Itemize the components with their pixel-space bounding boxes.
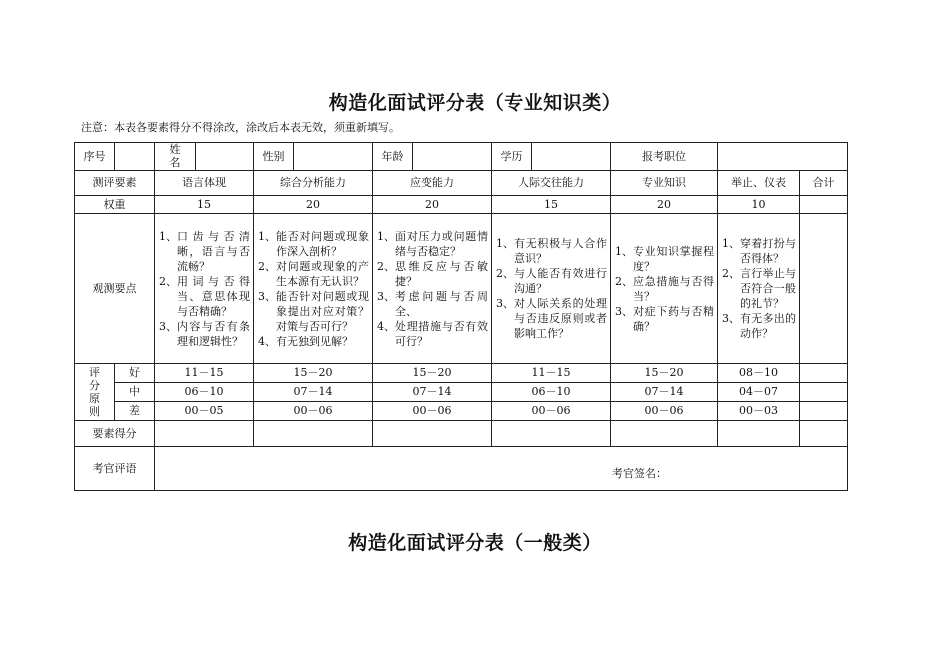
point-number: 3、 bbox=[258, 289, 276, 303]
range-cell: 15－20 bbox=[254, 364, 373, 383]
weight-value: 15 bbox=[492, 196, 611, 214]
observation-point bbox=[722, 311, 796, 341]
element-score-field[interactable] bbox=[155, 421, 254, 447]
range-cell: 06－10 bbox=[155, 383, 254, 402]
weight-value: 15 bbox=[155, 196, 254, 214]
element-score-field[interactable] bbox=[718, 421, 800, 447]
range-cell: 00－03 bbox=[718, 402, 800, 421]
point-number: 2、 bbox=[496, 267, 514, 280]
range-total bbox=[800, 402, 848, 421]
observation-point bbox=[496, 296, 607, 341]
range-cell: 00－06 bbox=[373, 402, 492, 421]
point-text: 专业知识掌握程度？ bbox=[633, 244, 714, 273]
point-number: 2、 bbox=[615, 274, 633, 288]
range-cell: 15－20 bbox=[373, 364, 492, 383]
header-row bbox=[75, 143, 848, 171]
range-total bbox=[800, 383, 848, 402]
criteria-analysis: 综合分析能力 bbox=[254, 171, 373, 196]
observation-row bbox=[75, 214, 848, 364]
observation-point-list bbox=[611, 244, 717, 334]
weight-label: 权重 bbox=[75, 196, 155, 214]
examiner-comment-field[interactable] bbox=[155, 447, 848, 491]
position-label: 报考职位 bbox=[611, 143, 718, 171]
weight-value: 10 bbox=[718, 196, 800, 214]
range-cell: 11－15 bbox=[492, 364, 611, 383]
point-text: 考虑问题与否周全、 bbox=[395, 289, 488, 318]
scoring-label: 评分原则 bbox=[75, 364, 115, 421]
weight-value: 20 bbox=[254, 196, 373, 214]
name-field[interactable] bbox=[196, 143, 254, 171]
point-text: 对问题或现象的产生本源有无认识？ bbox=[276, 259, 369, 288]
point-text: 有无独到见解？ bbox=[276, 334, 353, 348]
scoring-table bbox=[74, 142, 848, 491]
point-text: 有无积极与人合作意识？ bbox=[514, 237, 607, 265]
grade-medium: 中 bbox=[115, 383, 155, 402]
range-cell: 07－14 bbox=[373, 383, 492, 402]
element-score-field[interactable] bbox=[611, 421, 718, 447]
point-number: 3、 bbox=[722, 312, 740, 325]
grade-poor: 差 bbox=[115, 402, 155, 421]
total-score-field[interactable] bbox=[800, 421, 848, 447]
point-text: 面对压力或问题情绪与否稳定？ bbox=[395, 229, 488, 258]
point-text: 对症下药与否精确？ bbox=[633, 304, 714, 333]
gender-label: 性别 bbox=[254, 143, 294, 171]
range-cell: 08－10 bbox=[718, 364, 800, 383]
range-cell: 00－06 bbox=[492, 402, 611, 421]
criteria-interpersonal: 人际交往能力 bbox=[492, 171, 611, 196]
observation-point bbox=[159, 229, 250, 274]
observation-point bbox=[258, 334, 369, 349]
element-score-label: 要素得分 bbox=[75, 421, 155, 447]
observation-point bbox=[377, 259, 488, 289]
range-cell: 00－06 bbox=[254, 402, 373, 421]
observation-point bbox=[377, 289, 488, 319]
observation-point bbox=[496, 266, 607, 296]
point-number: 2、 bbox=[722, 267, 740, 280]
criteria-manner: 举止、仪表 bbox=[718, 171, 800, 196]
grade-good: 好 bbox=[115, 364, 155, 383]
criteria-row bbox=[75, 171, 848, 196]
age-label: 年龄 bbox=[373, 143, 413, 171]
range-cell: 11－15 bbox=[155, 364, 254, 383]
criteria-adaptability: 应变能力 bbox=[373, 171, 492, 196]
range-cell: 04－07 bbox=[718, 383, 800, 402]
education-label: 学历 bbox=[492, 143, 532, 171]
examiner-signature-label: 考官签名： bbox=[612, 466, 667, 480]
observation-point bbox=[496, 236, 607, 266]
point-number: 1、 bbox=[377, 229, 395, 243]
criteria-professional: 专业知识 bbox=[611, 171, 718, 196]
range-cell: 07－14 bbox=[254, 383, 373, 402]
range-cell: 00－05 bbox=[155, 402, 254, 421]
point-text: 能否对问题或现象作深入剖析？ bbox=[276, 229, 369, 258]
observation-point bbox=[377, 319, 488, 349]
form-note: 注意：本表各要素得分不得涂改，涂改后本表无效，须重新填写。 bbox=[81, 121, 400, 134]
observation-point bbox=[722, 266, 796, 311]
element-score-field[interactable] bbox=[373, 421, 492, 447]
observation-point bbox=[159, 319, 250, 349]
age-field[interactable] bbox=[413, 143, 492, 171]
observation-points-language bbox=[155, 214, 254, 364]
point-text: 处理措施与否有效可行？ bbox=[395, 319, 488, 348]
observation-point bbox=[258, 259, 369, 289]
point-number: 4、 bbox=[377, 319, 395, 333]
observation-points-interpersonal bbox=[492, 214, 611, 364]
weight-row bbox=[75, 196, 848, 214]
point-number: 1、 bbox=[159, 229, 177, 243]
observation-point-list bbox=[254, 229, 372, 349]
point-number: 1、 bbox=[496, 237, 514, 250]
range-cell: 07－14 bbox=[611, 383, 718, 402]
point-text: 能否针对问题或现象提出对应对策？对策与否可行？ bbox=[276, 289, 369, 333]
observation-point bbox=[615, 244, 714, 274]
point-number: 1、 bbox=[258, 229, 276, 243]
weight-value: 20 bbox=[373, 196, 492, 214]
observation-points-manner bbox=[718, 214, 800, 364]
weight-total bbox=[800, 196, 848, 214]
point-text: 思维反应与否敏捷？ bbox=[395, 259, 488, 288]
criteria-language: 语言体现 bbox=[155, 171, 254, 196]
observation-point bbox=[258, 289, 369, 334]
observation-point-list bbox=[492, 236, 610, 341]
point-text: 与人能否有效进行沟通？ bbox=[514, 267, 607, 295]
gender-field[interactable] bbox=[294, 143, 373, 171]
point-text: 内容与否有条理和逻辑性？ bbox=[177, 319, 250, 348]
scoring-row-poor bbox=[75, 402, 848, 421]
observation-point bbox=[722, 236, 796, 266]
point-number: 1、 bbox=[722, 237, 740, 250]
point-number: 3、 bbox=[615, 304, 633, 318]
observation-label: 观测要点 bbox=[75, 214, 155, 364]
point-number: 4、 bbox=[258, 334, 276, 348]
weight-value: 20 bbox=[611, 196, 718, 214]
observation-point-list bbox=[718, 236, 799, 341]
second-form-title: 构造化面试评分表（一般类） bbox=[348, 532, 602, 554]
position-field[interactable] bbox=[718, 143, 848, 171]
observation-point bbox=[258, 229, 369, 259]
scoring-row-good bbox=[75, 364, 848, 383]
observation-point bbox=[159, 274, 250, 319]
examiner-comment-label: 考官评语 bbox=[75, 447, 155, 491]
observation-point-list bbox=[373, 229, 491, 349]
observation-point-list bbox=[155, 229, 253, 349]
observation-point bbox=[615, 274, 714, 304]
seq-label: 序号 bbox=[75, 143, 115, 171]
range-cell: 15－20 bbox=[611, 364, 718, 383]
form-title: 构造化面试评分表（专业知识类） bbox=[328, 92, 622, 114]
element-score-field[interactable] bbox=[254, 421, 373, 447]
point-number: 2、 bbox=[159, 274, 177, 288]
name-label: 姓名 bbox=[155, 143, 196, 171]
range-cell: 06－10 bbox=[492, 383, 611, 402]
examiner-comment-row bbox=[75, 447, 848, 491]
point-number: 1、 bbox=[615, 244, 633, 258]
point-text: 言行举止与否符合一般的礼节？ bbox=[740, 267, 796, 310]
point-text: 口齿与否清晰，语言与否流畅？ bbox=[177, 229, 250, 273]
element-score-field[interactable] bbox=[492, 421, 611, 447]
education-field[interactable] bbox=[532, 143, 611, 171]
observation-point bbox=[615, 304, 714, 334]
point-text: 对人际关系的处理与否违反原则或者影响工作？ bbox=[514, 297, 607, 340]
observation-point bbox=[377, 229, 488, 259]
point-number: 3、 bbox=[496, 297, 514, 310]
observation-total bbox=[800, 214, 848, 364]
range-total bbox=[800, 364, 848, 383]
point-text: 有无多出的动作？ bbox=[740, 312, 796, 340]
criteria-total: 合计 bbox=[800, 171, 848, 196]
seq-field[interactable] bbox=[115, 143, 155, 171]
element-score-row bbox=[75, 421, 848, 447]
point-number: 2、 bbox=[377, 259, 395, 273]
observation-points-professional bbox=[611, 214, 718, 364]
point-number: 3、 bbox=[159, 319, 177, 333]
range-cell: 00－06 bbox=[611, 402, 718, 421]
criteria-label: 测评要素 bbox=[75, 171, 155, 196]
observation-points-adaptability bbox=[373, 214, 492, 364]
point-number: 2、 bbox=[258, 259, 276, 273]
scoring-row-medium bbox=[75, 383, 848, 402]
observation-points-analysis bbox=[254, 214, 373, 364]
point-number: 3、 bbox=[377, 289, 395, 303]
point-text: 用词与否得当、意思体现与否精确？ bbox=[177, 274, 250, 318]
point-text: 应急措施与否得当？ bbox=[633, 274, 714, 303]
point-text: 穿着打扮与否得体？ bbox=[740, 237, 796, 265]
